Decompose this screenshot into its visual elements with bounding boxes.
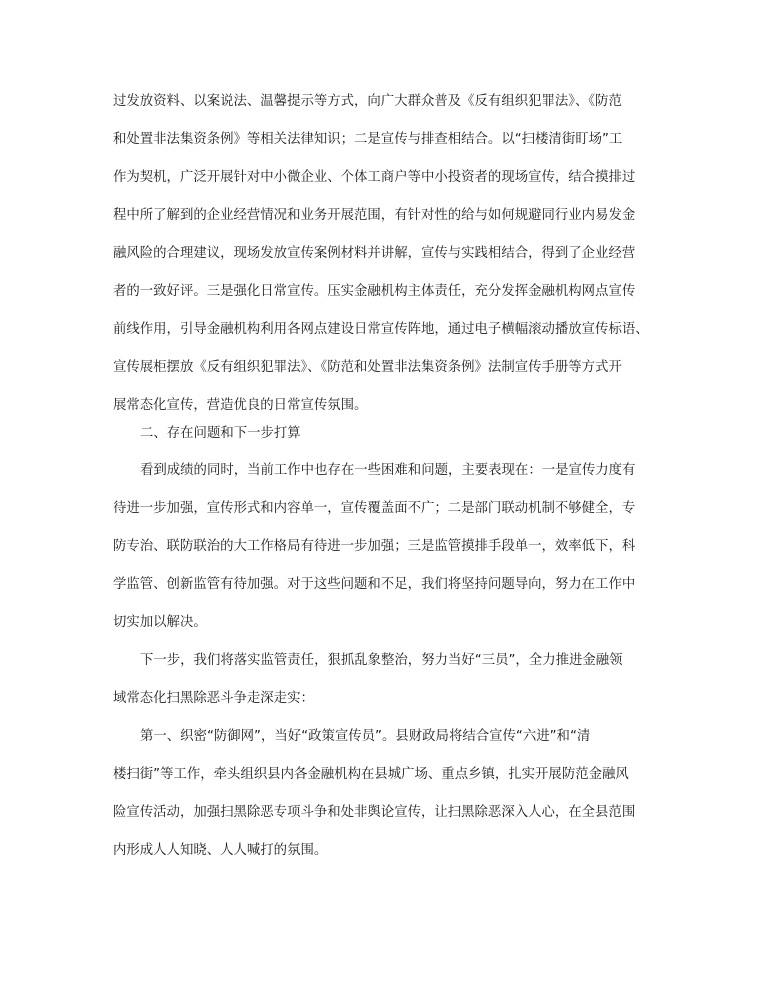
- paragraph-work-measures: [113, 92, 663, 416]
- text-line: 宣传展柜摆放《反有组织犯罪法》、《防范和处置非法集资条例》法制宣传手册等方式开: [113, 360, 622, 375]
- text-line: 前线作用，引导金融机构利用各网点建设日常宣传阵地，通过电子横幅滚动播放宣传标语、: [113, 322, 649, 337]
- text-line: 切实加以解决。: [113, 615, 207, 630]
- text-line: 作为契机，广泛开展针对中小微企业、个体工商户等中小投资者的现场宣传，结合摸排过: [113, 170, 636, 185]
- text-line: 域常态化扫黑除恶斗争走深走实：: [113, 691, 314, 706]
- paragraph-next-steps: [113, 651, 663, 709]
- text-line: 看到成绩的同时，当前工作中也存在一些困难和问题，主要表现在：一是宣传力度有: [140, 463, 636, 478]
- text-line: 下一步，我们将落实监管责任，狠抓乱象整治，努力当好“三员”，全力推进金融领: [140, 653, 623, 668]
- text-line: 第一、织密“防御网”，当好“政策宣传员”。县财政局将结合宣传“六进”和“清: [140, 729, 591, 744]
- text-line: 防专治、联防联治的大工作格局有待进一步加强；三是监管摸排手段单一，效率低下，科: [113, 539, 636, 554]
- text-line: 展常态化宣传，营造优良的日常宣传氛围。: [113, 398, 368, 413]
- paragraph-problems: [113, 461, 663, 633]
- text-line: 楼扫街”等工作，牵头组织县内各金融机构在县城广场、重点乡镇，扎实开展防范金融风: [113, 767, 629, 782]
- text-line: 待进一步加强，宣传形式和内容单一，宣传覆盖面不广；二是部门联动机制不够健全，专: [113, 501, 636, 516]
- section-heading-problems: [113, 424, 663, 444]
- text-line: 和处置非法集资条例》等相关法律知识；二是宣传与排查相结合。以“扫楼清街盯场”工: [113, 132, 623, 147]
- paragraph-first-measure: [113, 727, 663, 861]
- text-line: 程中所了解到的企业经营情况和业务开展范围，有针对性的给与如何规避同行业内易发金: [113, 208, 636, 223]
- section-heading: 二、存在问题和下一步打算: [140, 426, 301, 441]
- text-line: 过发放资料、以案说法、温馨提示等方式，向广大群众普及《反有组织犯罪法》、《防范: [113, 94, 622, 109]
- text-line: 内形成人人知晓、人人喊打的氛围。: [113, 843, 328, 858]
- text-line: 学监管、创新监管有待加强。对于这些问题和不足，我们将坚持问题导向，努力在工作中: [113, 577, 636, 592]
- text-line: 险宣传活动，加强扫黑除恶专项斗争和处非舆论宣传，让扫黑除恶深入人心，在全县范围: [113, 805, 636, 820]
- text-line: 者的一致好评。三是强化日常宣传。压实金融机构主体责任，充分发挥金融机构网点宣传: [113, 284, 636, 299]
- text-line: 融风险的合理建议，现场发放宣传案例材料并讲解，宣传与实践相结合，得到了企业经营: [113, 246, 636, 261]
